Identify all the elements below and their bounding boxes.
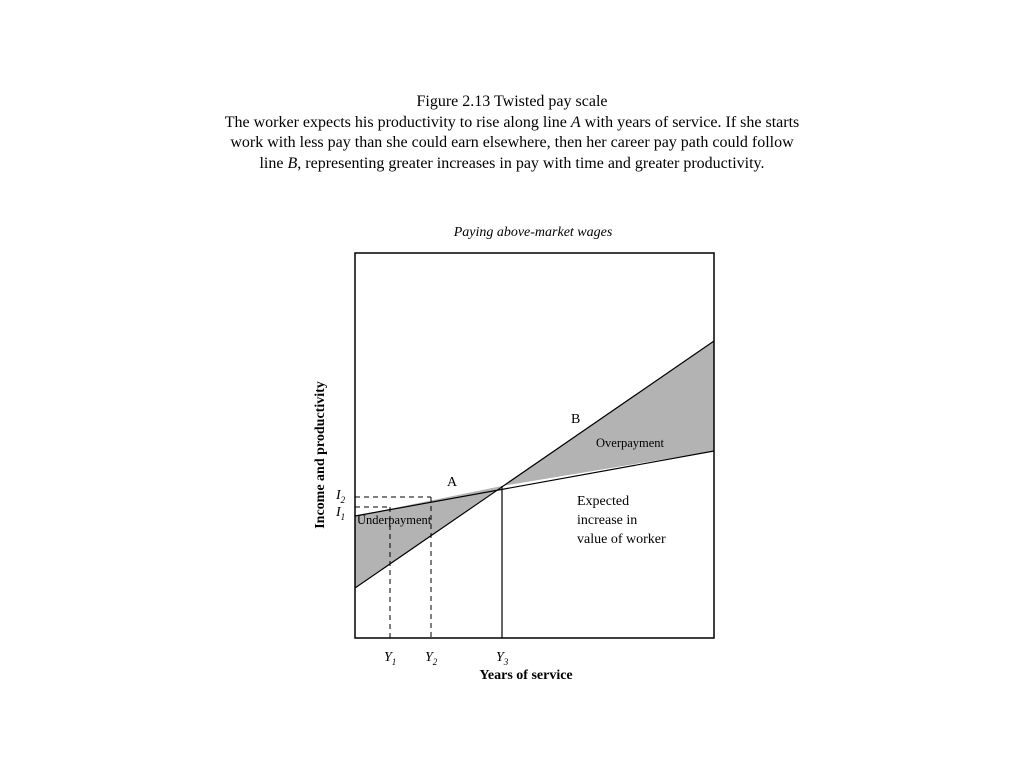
caption-line-2: work with less pay than she could earn elsewhere, then her career pay path could follow	[230, 134, 794, 151]
caption-line-1-end: with years of service. If she starts	[580, 113, 800, 131]
expected-label-line-2: increase in	[577, 513, 638, 528]
tick-i2: $I_2$	[336, 488, 346, 505]
line-a	[355, 451, 714, 516]
tick-y3: $Y_3$	[496, 650, 509, 667]
caption-line-1-start: The worker expects his productivity to rise along line	[224, 113, 571, 131]
x-axis-label: Years of service	[479, 668, 573, 683]
expected-label-line-3: value of worker	[577, 532, 666, 547]
underpayment-label: Underpayment	[357, 513, 432, 527]
figure-label: Figure 2.13 Twisted pay scale	[416, 93, 608, 110]
overpayment-label: Overpayment	[596, 436, 665, 450]
expected-label-line-1: Expected	[577, 494, 630, 509]
caption-line-3-start: line	[259, 154, 288, 172]
y-axis-label: Income and productivity	[313, 381, 328, 529]
line-b-label: B	[571, 412, 581, 427]
tick-y2: $Y_2$	[425, 650, 438, 667]
tick-i1: $I_1$	[336, 505, 346, 522]
line-a-label: A	[447, 475, 458, 490]
line-b	[355, 341, 714, 588]
tick-y1: $Y_1$	[384, 650, 397, 667]
caption-line-b-ref: B	[287, 154, 298, 172]
caption-line-a-ref: A	[570, 113, 581, 131]
caption-line-3-end: , representing greater increases in pay with time and greater productivity.	[297, 154, 765, 172]
diagram-title: Paying above-market wages	[453, 225, 613, 240]
